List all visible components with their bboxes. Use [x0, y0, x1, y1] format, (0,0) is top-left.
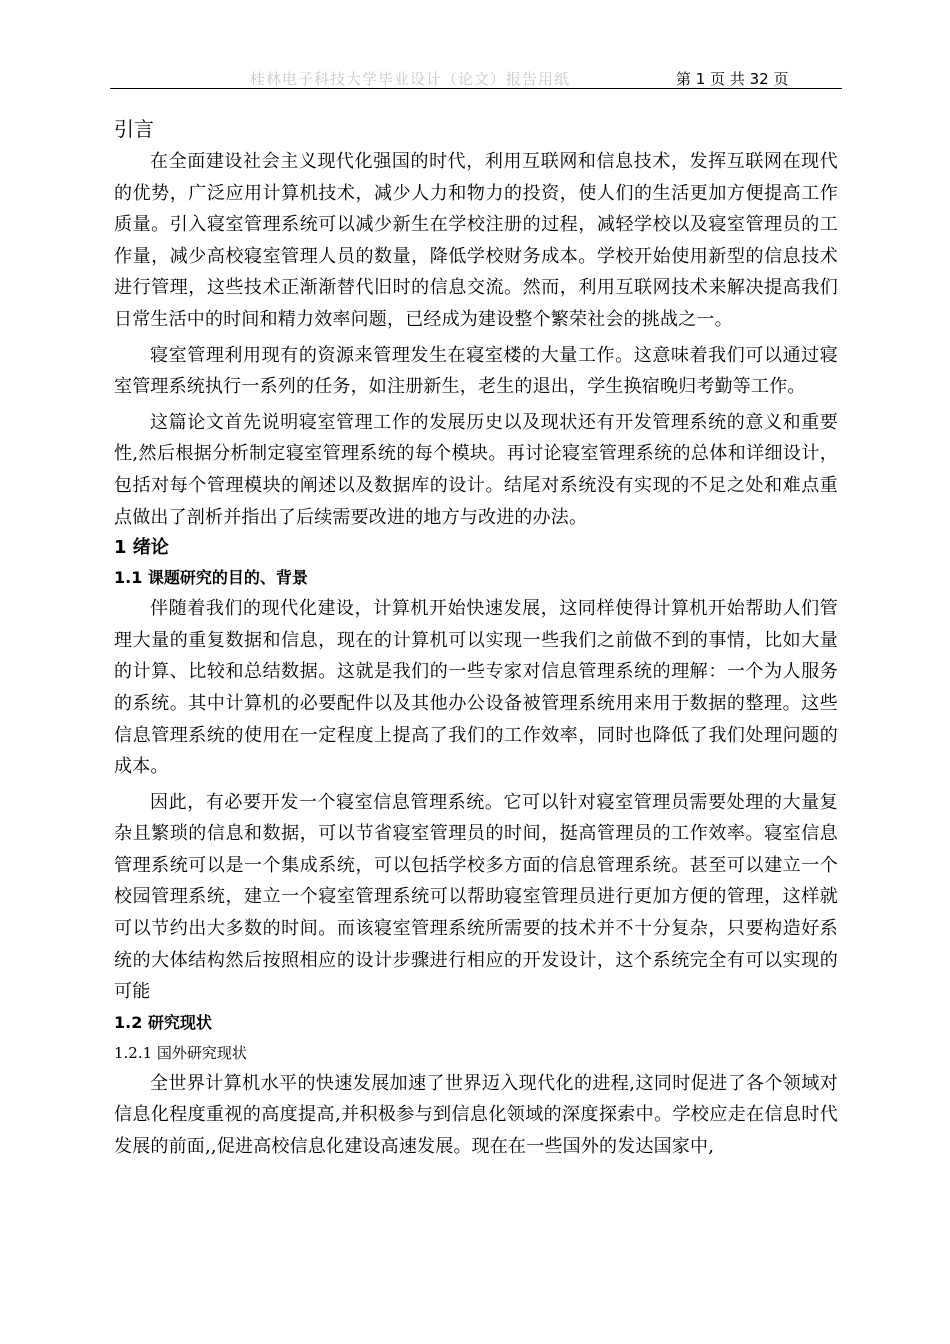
header-page-info: 第 1 页 共 32 页	[676, 70, 789, 88]
intro-heading: 引言	[114, 117, 154, 141]
header-rule	[110, 88, 842, 89]
intro-paragraph-3: 这篇论文首先说明寝室管理工作的发展历史以及现状还有开发管理系统的意义和重要性,然后根据分析制定寝室管理系统的每个模块。再讨论寝室管理系统的总体和详细设计，包括对每个管理模块的阐述以及数据库的设计。结尾对系统没有实现的不足之处和难点重点做出了剖析并指出了后续需要改进的地方与改进的办法。	[114, 411, 838, 528]
page-header	[110, 66, 842, 90]
intro-paragraph-1: 在全面建设社会主义现代化强国的时代，利用互联网和信息技术，发挥互联网在现代的优势，广泛应用计算机技术，减少人力和物力的投资，使人们的生活更加方便提高工作质量。引入寝室管理系统可以减少新生在学校注册的过程，减轻学校以及寝室管理员的工作量，减少高校寝室管理人员的数量，降低学校财务成本。学校开始使用新型的信息技术进行管理，这些技术正渐渐替代旧时的信息交流。然而，利用互联网技术来解决提高我们日常生活中的时间和精力效率问题，已经成为建设整个繁荣社会的挑战之一。	[114, 151, 838, 330]
section-1-1-paragraph-2: 因此，有必要开发一个寝室信息管理系统。它可以针对寝室管理员需要处理的大量复杂且繁琐的信息和数据，可以节省寝室管理员的时间，挺高管理员的工作效率。寝室信息管理系统可以是一个集成系统，可以包括学校多方面的信息管理系统。甚至可以建立一个校园管理系统，建立一个寝室管理系统可以帮助寝室管理员进行更加方便的管理，这样就可以节约出大多数的时间。而该寝室管理系统所需要的技术并不十分复杂，只要构造好系统的大体结构然后按照相应的设计步骤进行相应的开发设计，这个系统完全有可以实现的可能	[114, 791, 838, 1003]
intro-paragraph-2: 寝室管理利用现有的资源来管理发生在寝室楼的大量工作。这意味着我们可以通过寝室管理系统执行一系列的任务，如注册新生，老生的退出，学生换宿晚归考勤等工作。	[114, 344, 838, 398]
section-1-1-heading: 1.1 课题研究的目的、背景	[114, 568, 308, 588]
section-1-2-heading: 1.2 研究现状	[114, 1012, 212, 1032]
chapter-1-heading: 1 绪论	[114, 537, 169, 559]
section-1-2-1-heading: 1.2.1 国外研究现状	[114, 1043, 247, 1062]
section-1-1-paragraph-1: 伴随着我们的现代化建设，计算机开始快速发展，这同样使得计算机开始帮助人们管理大量的重复数据和信息，现在的计算机可以实现一些我们之前做不到的事情，比如大量的计算、比较和总结数据。这就是我们的一些专家对信息管理系统的理解：一个为人服务的系统。其中计算机的必要配件以及其他办公设备被管理系统用来用于数据的整理。这些信息管理系统的使用在一定程度上提高了我们的工作效率，同时也降低了我们处理问题的成本。	[114, 598, 838, 778]
section-1-2-1-paragraph-1: 全世界计算机水平的快速发展加速了世界迈入现代化的进程,这同时促进了各个领域对信息化程度重视的高度提高,并积极参与到信息化领域的深度探索中。学校应走在信息时代发展的前面,,促进高校信息化建设高速发展。现在在一些国外的发达国家中,	[114, 1072, 838, 1158]
header-title: 桂林电子科技大学毕业设计（论文）报告用纸	[250, 70, 571, 88]
document-body	[114, 112, 838, 1163]
